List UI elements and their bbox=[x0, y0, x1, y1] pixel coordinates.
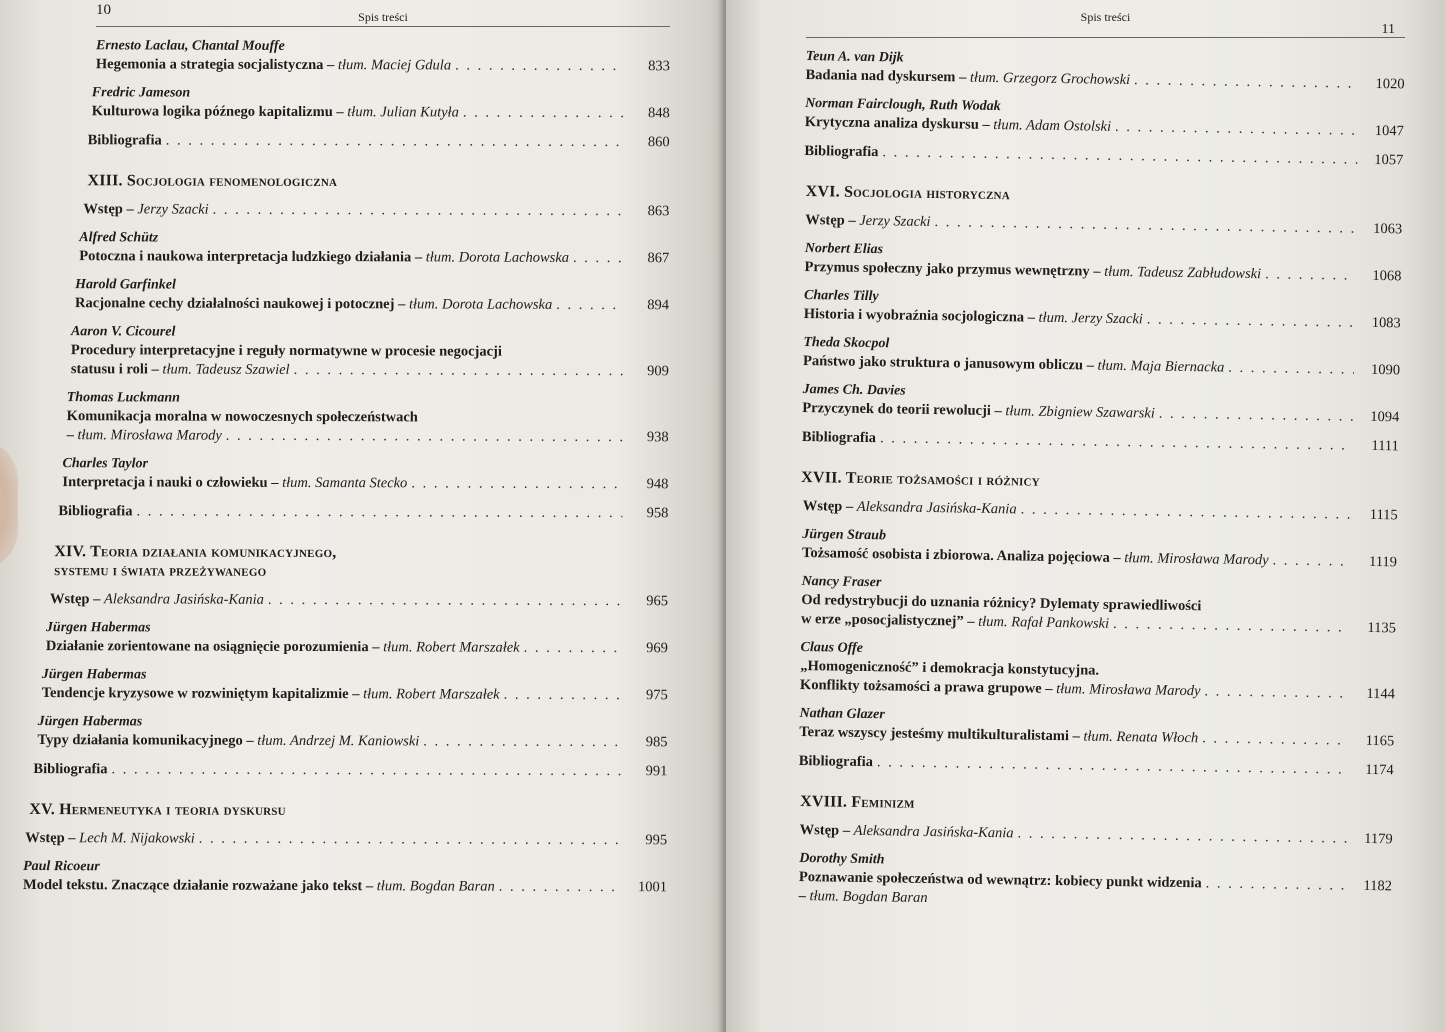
thumb-shadow bbox=[0, 440, 18, 570]
toc-line bbox=[67, 407, 669, 428]
translator: tłum. Julian Kutyła bbox=[347, 104, 459, 121]
leader-dots bbox=[136, 502, 622, 523]
leader-dots bbox=[1147, 310, 1355, 332]
leader-dots bbox=[1134, 71, 1359, 94]
author-name: Fredric Jameson bbox=[91, 85, 191, 101]
toc-line bbox=[67, 426, 669, 447]
leader-dots bbox=[1115, 118, 1358, 141]
section-heading bbox=[801, 469, 1398, 496]
page-ref: 985 bbox=[645, 734, 668, 751]
dash-separator: – bbox=[64, 830, 80, 847]
entry-title: Wstęp bbox=[799, 821, 840, 839]
toc-entry bbox=[801, 573, 1397, 638]
author-name: Charles Tilly bbox=[803, 288, 879, 305]
translator: Aleksandra Jasińska-Kania bbox=[856, 498, 1017, 518]
author-name: Paul Ricoeur bbox=[23, 858, 100, 875]
entry-title: Tożsamość osobista i zbiorowa. Analiza pojęciowa bbox=[801, 545, 1110, 566]
toc-entry bbox=[805, 95, 1405, 141]
toc-entry bbox=[42, 666, 668, 705]
translator: tłum. Bogdan Baran bbox=[809, 888, 928, 907]
translator: tłum. Grzegorz Grochowski bbox=[969, 69, 1131, 89]
dash-separator: – bbox=[362, 878, 377, 895]
leader-dots bbox=[268, 591, 622, 611]
page-ref: 1115 bbox=[1369, 506, 1398, 524]
bibliography-entry bbox=[88, 131, 670, 152]
entry-text bbox=[83, 200, 208, 219]
page-ref: 1144 bbox=[1366, 685, 1396, 703]
page-ref: 1063 bbox=[1373, 220, 1403, 238]
entry-title: Badania nad dyskursem bbox=[805, 66, 956, 86]
leader-dots bbox=[1113, 615, 1350, 638]
dash-separator: – bbox=[1082, 357, 1098, 374]
leader-dots bbox=[504, 686, 622, 705]
toc-line bbox=[83, 200, 669, 221]
translator: tłum. Samanta Stecko bbox=[282, 474, 408, 492]
page-ref: 909 bbox=[647, 363, 669, 380]
bibliography-entry bbox=[799, 752, 1394, 780]
page-ref: 1094 bbox=[1370, 408, 1400, 426]
page-ref: 1083 bbox=[1371, 314, 1401, 332]
leader-dots bbox=[455, 56, 624, 76]
author-name: Nancy Fraser bbox=[801, 573, 882, 591]
author-name: Nathan Glazer bbox=[799, 705, 885, 723]
entry-text bbox=[96, 55, 451, 75]
entry-title: Wstęp bbox=[50, 591, 90, 608]
entry-title: Kulturowa logika późnego kapitalizmu bbox=[91, 103, 333, 121]
translator: tłum. Jerzy Szacki bbox=[1038, 309, 1143, 328]
author-name: Dorothy Smith bbox=[799, 850, 885, 868]
toc-entry bbox=[802, 526, 1398, 572]
author-name: Norman Fairclough, Ruth Wodak bbox=[805, 95, 1001, 115]
toc-entry bbox=[50, 590, 668, 611]
translator: tłum. Mirosława Marody bbox=[1124, 550, 1269, 569]
toc-line bbox=[79, 247, 669, 268]
toc-entry bbox=[803, 334, 1401, 380]
bibliography-label: Bibliografia bbox=[33, 761, 108, 778]
page-ref: 1001 bbox=[638, 879, 668, 896]
translator: Lech M. Nijakowski bbox=[79, 830, 195, 847]
toc-entry bbox=[38, 713, 668, 752]
entry-title: Hegemonia a strategia socjalistyczna bbox=[95, 56, 324, 74]
toc-line bbox=[800, 821, 1393, 849]
entry-title: Racjonalne cechy działalności naukowej i potocznej bbox=[75, 295, 395, 313]
leader-dots bbox=[934, 213, 1356, 239]
translator: tłum. Dorota Lachowska bbox=[408, 296, 553, 313]
left-page-number: 10 bbox=[96, 2, 111, 18]
page-ref: 1090 bbox=[1370, 361, 1401, 379]
leader-dots bbox=[112, 760, 622, 781]
toc-entry bbox=[803, 497, 1398, 525]
dash-separator: – bbox=[368, 639, 384, 656]
toc-entry bbox=[92, 84, 670, 123]
page-ref: 965 bbox=[646, 593, 669, 610]
bibliography-label: Bibliografia bbox=[801, 428, 877, 447]
entry-title: Komunikacja moralna w nowoczesnych społeczeństwach bbox=[66, 408, 418, 426]
author-name: James Ch. Davies bbox=[802, 381, 906, 399]
entry-text bbox=[71, 341, 502, 362]
dash-separator: – bbox=[348, 686, 364, 703]
right-page bbox=[726, 0, 1445, 1032]
translator: Jerzy Szacki bbox=[859, 212, 931, 230]
page-ref: 1111 bbox=[1371, 437, 1399, 455]
leader-dots bbox=[877, 753, 1348, 779]
translator: tłum. Robert Marszałek bbox=[363, 686, 500, 703]
translator: tłum. Tadeusz Szawiel bbox=[162, 361, 290, 378]
toc-line bbox=[75, 294, 669, 315]
entry-text bbox=[46, 637, 520, 658]
dash-separator: – bbox=[1109, 549, 1125, 567]
entry-title: Państwo jako struktura o janusowym obliczu bbox=[802, 352, 1084, 374]
entry-text bbox=[803, 497, 1017, 519]
right-page-number: 11 bbox=[1381, 22, 1395, 37]
leader-dots bbox=[556, 296, 623, 315]
toc-line bbox=[71, 360, 669, 381]
leader-dots bbox=[411, 474, 622, 494]
toc-line bbox=[58, 502, 668, 523]
leader-dots bbox=[1017, 824, 1346, 848]
toc-line bbox=[799, 752, 1394, 780]
dash-separator: – bbox=[842, 498, 857, 515]
toc-line bbox=[71, 341, 669, 362]
entry-title: Procedury interpretacyjne i reguły normatywne w procesie negocjacji bbox=[70, 342, 502, 360]
page-ref: 1182 bbox=[1363, 877, 1393, 895]
right-running-head bbox=[806, 2, 1405, 38]
page-ref: 1174 bbox=[1365, 761, 1394, 779]
dash-separator: – bbox=[839, 822, 854, 839]
entry-title: Przymus społeczny jako przymus wewnętrzny bbox=[804, 259, 1090, 280]
toc-line bbox=[88, 131, 670, 152]
section-title: XVI. Socjologia historyczna bbox=[805, 183, 1011, 204]
author-name: Jürgen Habermas bbox=[37, 714, 143, 730]
translator: tłum. Robert Marszałek bbox=[383, 639, 520, 656]
dash-separator: – bbox=[955, 69, 971, 86]
dash-separator: – bbox=[1023, 309, 1039, 326]
author-name: Theda Skocpol bbox=[803, 334, 890, 352]
author-name: Harold Garfinkel bbox=[75, 277, 176, 293]
leader-dots bbox=[1228, 359, 1354, 380]
leader-dots bbox=[524, 639, 622, 658]
entry-title: statusu i roli bbox=[70, 361, 148, 378]
dash-separator: – bbox=[323, 57, 338, 74]
toc-entry bbox=[800, 639, 1396, 704]
toc-line bbox=[805, 211, 1402, 239]
toc-entry bbox=[804, 287, 1402, 333]
dash-separator: – bbox=[411, 249, 426, 266]
entry-text bbox=[75, 294, 552, 315]
entry-title: Historia i wyobraźnia socjologiczna bbox=[803, 305, 1025, 326]
entry-title: Interpretacja i nauki o człowieku bbox=[62, 474, 268, 491]
toc-line bbox=[50, 590, 668, 611]
section-title: XIII. Socjologia fenomenologiczna bbox=[87, 172, 338, 191]
page-ref: 969 bbox=[646, 640, 668, 657]
toc-entry bbox=[46, 619, 668, 658]
entry-title: Model tekstu. Znaczące działanie rozważane jako tekst bbox=[23, 876, 363, 895]
entry-title: Działanie zorientowane na osiągnięcie porozumienia bbox=[45, 638, 369, 656]
translator: Jerzy Szacki bbox=[137, 201, 209, 218]
left-running-head bbox=[96, 2, 670, 27]
dash-separator: – bbox=[1068, 728, 1084, 745]
toc-entry bbox=[804, 240, 1402, 286]
dash-separator: – bbox=[66, 427, 78, 444]
dash-separator: – bbox=[267, 474, 283, 491]
page-ref: 1179 bbox=[1364, 830, 1393, 848]
entry-title: Konflikty tożsamości a prawa grupowe bbox=[799, 676, 1042, 697]
dash-separator: – bbox=[332, 104, 348, 121]
bibliography-entry bbox=[804, 142, 1403, 170]
toc-entry bbox=[800, 821, 1393, 849]
toc-line bbox=[804, 142, 1403, 170]
author-name: Thomas Luckmann bbox=[66, 390, 180, 406]
toc-line bbox=[802, 428, 1399, 456]
page-ref: 1135 bbox=[1367, 619, 1397, 637]
translator: tłum. Zbigniew Szawarski bbox=[1005, 403, 1155, 422]
dash-separator: – bbox=[122, 201, 138, 218]
toc-entry bbox=[75, 276, 669, 315]
bibliography-label: Bibliografia bbox=[804, 142, 879, 161]
entry-text bbox=[801, 610, 1109, 634]
page-ref: 975 bbox=[645, 687, 668, 704]
translator: tłum. Andrzej M. Kaniowski bbox=[257, 732, 420, 750]
leader-dots bbox=[882, 143, 1357, 169]
page-ref: 860 bbox=[647, 134, 670, 151]
author-name: Charles Taylor bbox=[62, 456, 148, 472]
leader-dots bbox=[1202, 729, 1348, 750]
translator: tłum. Bogdan Baran bbox=[376, 878, 495, 895]
section-title: XIV. Teoria działania komunikacyjnego, bbox=[54, 543, 337, 562]
author-name: Aaron V. Cicourel bbox=[70, 324, 176, 340]
leader-dots bbox=[1272, 551, 1351, 571]
entry-text bbox=[67, 407, 418, 427]
leader-dots bbox=[1206, 874, 1346, 895]
toc-line bbox=[62, 473, 668, 494]
dash-separator: – bbox=[963, 613, 979, 630]
author-name: Ernesto Laclau, Chantal Mouffe bbox=[95, 38, 285, 54]
entry-text bbox=[71, 360, 290, 380]
page-ref: 1068 bbox=[1372, 267, 1402, 285]
toc-entry bbox=[67, 389, 669, 447]
page-ref: 894 bbox=[647, 297, 670, 314]
translator: tłum. Rafał Pankowski bbox=[978, 613, 1110, 632]
entry-title: Od redystrybucji do uznania różnicy? Dylematy sprawiedliwości bbox=[801, 591, 1202, 615]
toc-entry bbox=[25, 829, 667, 850]
page-ref: 948 bbox=[646, 476, 669, 493]
page-ref: 1119 bbox=[1368, 553, 1398, 571]
section-heading bbox=[54, 543, 668, 582]
leader-dots bbox=[573, 249, 623, 268]
page-ref: 848 bbox=[647, 105, 670, 122]
entry-title: Teraz wszyscy jesteśmy multikulturalistami bbox=[799, 723, 1070, 745]
entry-title: Poznawanie społeczeństwa od wewnątrz: kobiecy punkt widzenia bbox=[798, 868, 1202, 892]
entry-text bbox=[38, 731, 420, 751]
author-name: Jürgen Habermas bbox=[45, 620, 151, 636]
dash-separator: – bbox=[798, 887, 810, 905]
page-ref: 863 bbox=[647, 203, 670, 220]
dash-separator: – bbox=[147, 361, 163, 378]
toc-line bbox=[33, 760, 667, 781]
toc-entry bbox=[79, 229, 669, 268]
dash-separator: – bbox=[242, 732, 258, 749]
entry-title: w erze „posocjalistycznej” bbox=[800, 610, 964, 630]
entry-text bbox=[805, 113, 1112, 137]
toc-line bbox=[46, 637, 668, 658]
bibliography-entry bbox=[58, 502, 668, 523]
toc-entry bbox=[799, 705, 1395, 751]
page-ref: 1057 bbox=[1374, 151, 1404, 169]
entry-text bbox=[805, 66, 1130, 90]
page-ref: 958 bbox=[646, 505, 669, 522]
translator: Aleksandra Jasińska-Kania bbox=[103, 591, 264, 608]
entry-title: Wstęp bbox=[805, 212, 845, 229]
bibliography-entry bbox=[33, 760, 667, 781]
leader-dots bbox=[463, 104, 624, 124]
entry-text bbox=[92, 102, 459, 122]
translator: tłum. Mirosława Marody bbox=[77, 427, 222, 444]
entry-text bbox=[800, 821, 1014, 843]
left-toc bbox=[23, 37, 670, 897]
leader-dots bbox=[1265, 265, 1356, 285]
dash-separator: – bbox=[978, 116, 994, 133]
page-ref: 867 bbox=[647, 250, 670, 267]
leader-dots bbox=[499, 878, 621, 897]
author-name: Jürgen Straub bbox=[802, 527, 887, 544]
section-title: XVII. Teorie tożsamości i różnicy bbox=[801, 468, 1040, 490]
toc-entry bbox=[805, 211, 1402, 239]
toc-entry bbox=[96, 37, 670, 76]
toc-entry bbox=[71, 323, 669, 381]
toc-line bbox=[25, 829, 667, 850]
author-name: Claus Offe bbox=[800, 639, 864, 656]
translator: tłum. Tadeusz Zabłudowski bbox=[1104, 263, 1262, 283]
dash-separator: – bbox=[394, 296, 409, 313]
toc-entry bbox=[62, 455, 668, 494]
translator: tłum. Maja Biernacka bbox=[1097, 357, 1225, 376]
translator: tłum. Dorota Lachowska bbox=[425, 249, 570, 266]
entry-text bbox=[67, 426, 222, 446]
toc-entry bbox=[799, 850, 1393, 915]
author-name: Teun A. van Dijk bbox=[805, 48, 904, 66]
bibliography-label: Bibliografia bbox=[798, 752, 874, 771]
entry-text bbox=[79, 247, 569, 268]
bibliography-label: Bibliografia bbox=[58, 503, 133, 520]
entry-title: Wstęp bbox=[25, 830, 65, 847]
toc-entry bbox=[83, 200, 669, 221]
leader-dots bbox=[199, 830, 621, 850]
right-toc bbox=[793, 48, 1405, 915]
translator: tłum. Mirosława Marody bbox=[1056, 681, 1201, 700]
section-title: XV. Hermeneutyka i teoria dyskursu bbox=[29, 801, 286, 819]
page-ref: 991 bbox=[645, 763, 668, 780]
toc-line bbox=[96, 55, 670, 76]
entry-title: Tendencje kryzysowe w rozwiniętym kapitalizmie bbox=[41, 685, 349, 703]
entry-text bbox=[25, 829, 195, 849]
author-name: Alfred Schütz bbox=[79, 230, 159, 246]
section-heading bbox=[806, 183, 1403, 210]
entry-title: Potoczna i naukowa interpretacja ludzkiego działania bbox=[79, 248, 412, 266]
toc-entry bbox=[23, 858, 667, 897]
entry-text bbox=[62, 473, 407, 493]
dash-separator: – bbox=[1089, 263, 1105, 280]
section-subtitle: systemu i świata przeżywanego bbox=[54, 563, 267, 580]
author-name: Jürgen Habermas bbox=[41, 667, 147, 683]
translator: Aleksandra Jasińska-Kania bbox=[853, 822, 1014, 842]
entry-title: „Homogeniczność” i demokracja konstytucyjna. bbox=[800, 657, 1100, 679]
toc-line bbox=[38, 731, 668, 752]
toc-line bbox=[803, 497, 1398, 525]
entry-title: Typy działania komunikacyjnego bbox=[37, 732, 243, 749]
author-name: Norbert Elias bbox=[804, 241, 884, 258]
right-running-title: Spis treści bbox=[1080, 10, 1131, 24]
toc-line bbox=[42, 684, 668, 705]
page-ref: 995 bbox=[645, 832, 668, 849]
dash-separator: – bbox=[1041, 680, 1057, 698]
leader-dots bbox=[1204, 682, 1349, 703]
page-ref: 938 bbox=[646, 429, 669, 446]
dash-separator: – bbox=[990, 402, 1006, 420]
page-ref: 833 bbox=[648, 58, 670, 75]
toc-entry bbox=[805, 48, 1405, 94]
leader-dots bbox=[880, 429, 1353, 455]
page-ref: 1165 bbox=[1365, 732, 1395, 750]
toc-line bbox=[92, 102, 670, 123]
entry-title: Wstęp bbox=[83, 201, 123, 218]
leader-dots bbox=[1020, 500, 1351, 524]
section-heading bbox=[800, 793, 1393, 820]
entry-text bbox=[23, 876, 495, 897]
translator: tłum. Maciej Gdula bbox=[337, 57, 452, 74]
leader-dots bbox=[226, 427, 623, 447]
section-title: XVIII. Feminizm bbox=[800, 793, 915, 812]
entry-title: Wstęp bbox=[802, 498, 843, 515]
entry-text bbox=[804, 305, 1143, 329]
entry-text bbox=[805, 211, 931, 232]
leader-dots bbox=[1159, 405, 1354, 427]
section-heading bbox=[87, 172, 669, 192]
dash-separator: – bbox=[89, 591, 105, 608]
bibliography-entry bbox=[802, 428, 1399, 456]
leader-dots bbox=[213, 201, 624, 221]
entry-text bbox=[799, 887, 928, 908]
bibliography-label: Bibliografia bbox=[87, 132, 162, 149]
leader-dots bbox=[294, 361, 623, 381]
entry-text bbox=[42, 684, 500, 705]
toc-entry bbox=[802, 381, 1400, 427]
page-ref: 1047 bbox=[1374, 122, 1404, 140]
section-heading bbox=[29, 801, 667, 821]
translator: tłum. Adam Ostolski bbox=[993, 116, 1112, 135]
entry-text bbox=[50, 590, 264, 610]
translator: tłum. Renata Włoch bbox=[1083, 728, 1199, 747]
page-ref: 1020 bbox=[1375, 75, 1405, 93]
dash-separator: – bbox=[844, 212, 860, 229]
left-running-title: Spis treści bbox=[358, 10, 408, 24]
leader-dots bbox=[423, 732, 621, 752]
leader-dots bbox=[166, 131, 624, 152]
toc-line bbox=[23, 876, 667, 897]
entry-title: Przyczynek do teorii rewolucji bbox=[802, 399, 992, 419]
entry-title: Krytyczna analiza dyskursu bbox=[804, 113, 979, 133]
